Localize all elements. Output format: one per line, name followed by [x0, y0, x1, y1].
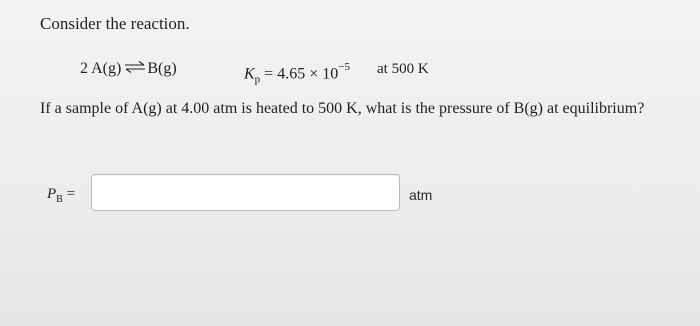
- unit-label: atm: [409, 187, 433, 203]
- kp-subscript: p: [254, 73, 261, 86]
- pressure-symbol: P: [47, 186, 57, 202]
- question-text: If a sample of A(g) at 4.00 atm is heated to 500 K, what is the pressure of B(g) at equilibrium?: [40, 100, 645, 117]
- kp-value: 4.65 × 10: [277, 65, 339, 83]
- chemical-equation: [80, 58, 177, 80]
- pressure-answer-input[interactable]: [91, 174, 400, 211]
- pressure-subscript: B: [56, 194, 63, 205]
- kp-symbol: K: [244, 65, 255, 83]
- kp-equals: =: [260, 65, 278, 83]
- temperature-condition: at 500 K: [377, 61, 429, 77]
- kp-exponent: −5: [338, 61, 350, 73]
- equilibrium-constant: [244, 58, 350, 91]
- equilibrium-arrows-icon: [124, 58, 146, 80]
- intro-text: Consider the reaction.: [40, 14, 190, 33]
- products: B(g): [147, 60, 177, 77]
- answer-label: [47, 183, 75, 211]
- answer-equals: =: [62, 186, 76, 202]
- reactants: 2 A(g): [80, 60, 122, 77]
